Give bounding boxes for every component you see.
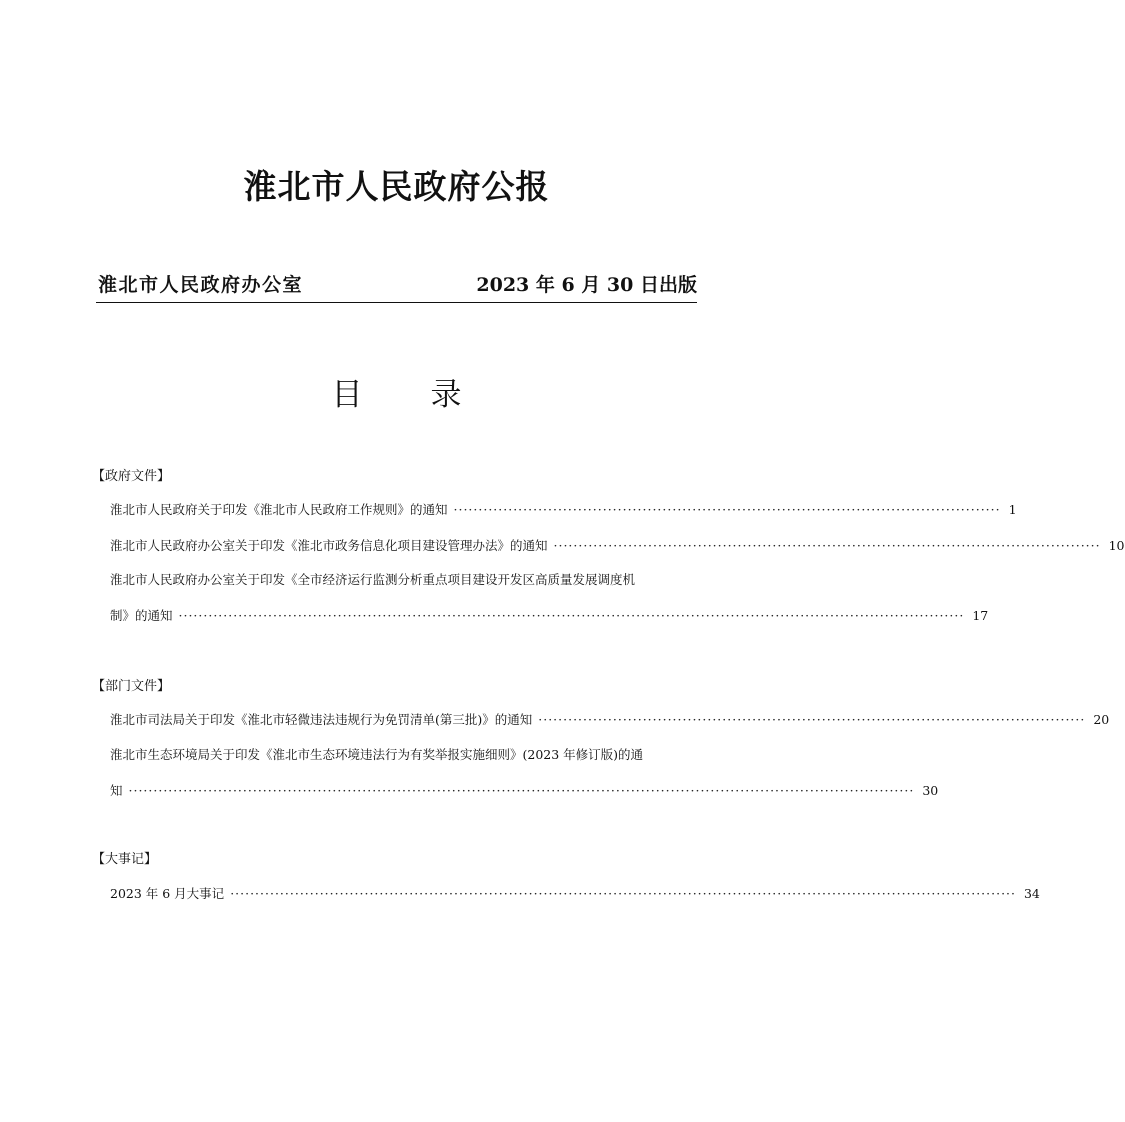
toc-heading-char-2: 录 xyxy=(430,377,462,413)
toc-entry[interactable] xyxy=(110,500,1017,520)
toc-entry-page: 1 xyxy=(1008,502,1017,517)
toc-entry-title-line2: 制》的通知 xyxy=(110,608,173,623)
dot-leader: ·············································································································· xyxy=(538,712,1086,727)
toc-entry-title: 淮北市人民政府办公室关于印发《淮北市政务信息化项目建设管理办法》的通知 xyxy=(110,538,548,553)
toc-entry-page: 34 xyxy=(1023,886,1040,901)
toc-entry-title: 淮北市司法局关于印发《淮北市轻微违法违规行为免罚清单(第三批)》的通知 xyxy=(110,712,533,727)
masthead-divider xyxy=(96,302,697,303)
dot-leader: ······························································································································································ xyxy=(178,608,965,623)
gazette-title: 淮北市人民政府公报 xyxy=(243,167,550,206)
toc-entry-page: 17 xyxy=(972,608,989,623)
masthead-row xyxy=(96,271,697,299)
dot-leader: ······························································································································································ xyxy=(230,886,1016,901)
dot-leader: ·············································································································· xyxy=(553,538,1101,553)
toc-entry-title-line1: 淮北市生态环境局关于印发《淮北市生态环境违法行为有奖举报实施细则》(2023 年修订版)的通 xyxy=(110,747,644,762)
section-label-major-events: 【大事记】 xyxy=(92,852,158,867)
publish-date: 2023 年 6 月 30 日出版 xyxy=(476,274,697,296)
toc-heading xyxy=(0,373,793,417)
toc-entry[interactable] xyxy=(110,745,939,801)
toc-entry-title-line2: 知 xyxy=(110,783,123,798)
toc-entry[interactable] xyxy=(110,884,1040,904)
publisher-name: 淮北市人民政府办公室 xyxy=(98,274,304,296)
section-label-department-documents: 【部门文件】 xyxy=(92,679,171,694)
toc-entry[interactable] xyxy=(110,536,1125,556)
dot-leader: ······························································································································································ xyxy=(128,783,915,798)
dot-leader: ·············································································································· xyxy=(453,502,1001,517)
toc-entry-title: 2023 年 6 月大事记 xyxy=(110,886,225,901)
toc-entry-page: 20 xyxy=(1093,712,1110,727)
toc-heading-char-1: 目 xyxy=(331,377,363,413)
toc-entry-title: 淮北市人民政府关于印发《淮北市人民政府工作规则》的通知 xyxy=(110,502,448,517)
toc-entry[interactable] xyxy=(110,710,1110,730)
toc-entry[interactable] xyxy=(110,570,989,626)
section-label-government-documents: 【政府文件】 xyxy=(92,469,171,484)
toc-entry-title-line1: 淮北市人民政府办公室关于印发《全市经济运行监测分析重点项目建设开发区高质量发展调度机 xyxy=(110,572,636,587)
toc-entry-page: 10 xyxy=(1108,538,1125,553)
toc-entry-page: 30 xyxy=(922,783,939,798)
